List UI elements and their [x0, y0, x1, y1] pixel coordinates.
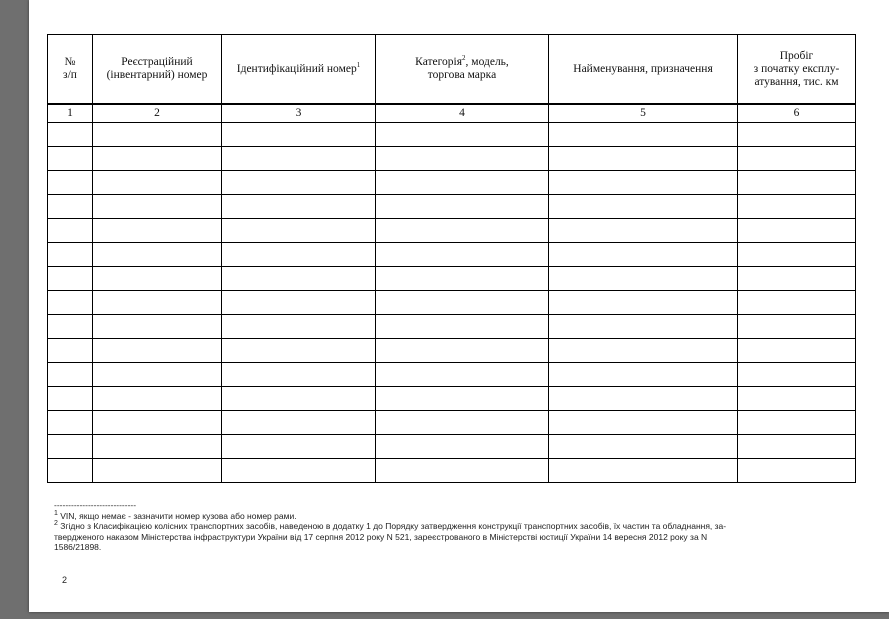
table-cell — [222, 195, 376, 219]
table-cell — [222, 219, 376, 243]
table-cell — [222, 411, 376, 435]
table-row — [48, 195, 856, 219]
table-cell — [738, 267, 856, 291]
table-cell — [549, 267, 738, 291]
table-row — [48, 339, 856, 363]
footnote-1: $^1$ VIN, якщо немає - зазначити номер кузова або номер рами. — [54, 509, 297, 521]
table-cell — [738, 459, 856, 483]
table-header-row — [48, 35, 856, 105]
table-cell — [222, 291, 376, 315]
table-cell — [376, 171, 549, 195]
table-cell — [549, 219, 738, 243]
table-cell — [738, 147, 856, 171]
table-cell — [222, 123, 376, 147]
table-cell — [93, 219, 222, 243]
column-number: 1 — [48, 104, 93, 123]
table-cell — [549, 459, 738, 483]
table-cell — [549, 243, 738, 267]
table-cell — [376, 315, 549, 339]
table-cell — [738, 363, 856, 387]
table-row — [48, 267, 856, 291]
table-cell — [93, 363, 222, 387]
table-cell — [48, 267, 93, 291]
header-registration-number: Реєстраційний (інвентарний) номер — [93, 35, 222, 105]
table-cell — [93, 387, 222, 411]
table-cell — [93, 171, 222, 195]
table-cell — [48, 123, 93, 147]
table-cell — [738, 387, 856, 411]
footnote-separator: ----------------------------- — [54, 500, 137, 510]
table-cell — [48, 411, 93, 435]
table-cell — [222, 267, 376, 291]
table-row — [48, 387, 856, 411]
table-cell — [738, 219, 856, 243]
table-cell — [738, 411, 856, 435]
table-cell — [549, 435, 738, 459]
table-cell — [93, 243, 222, 267]
table-cell — [738, 291, 856, 315]
table-cell — [549, 147, 738, 171]
table-cell — [222, 363, 376, 387]
table-cell — [376, 435, 549, 459]
table-cell — [48, 363, 93, 387]
table-cell — [376, 363, 549, 387]
table-cell — [549, 411, 738, 435]
table-cell — [222, 387, 376, 411]
table-cell — [738, 243, 856, 267]
table-cell — [222, 459, 376, 483]
table-cell — [738, 339, 856, 363]
table-cell — [93, 459, 222, 483]
column-number-row — [48, 104, 856, 123]
table-cell — [738, 315, 856, 339]
table-cell — [222, 339, 376, 363]
table-row — [48, 363, 856, 387]
column-number: 4 — [376, 104, 549, 123]
table-cell — [93, 195, 222, 219]
table-cell — [376, 147, 549, 171]
table-cell — [222, 171, 376, 195]
table-row — [48, 291, 856, 315]
table-cell — [376, 123, 549, 147]
table-cell — [549, 363, 738, 387]
footnote-2: $^2$ Згідно з Класифікацією колісних транспортних засобів, наведеною в додатку 1 до Порядку затвердження конструкції транспортних засобів, їх частин та обладнання, за- твердженого наказом Міністерства інфраструктури України від 17 серпня 2012 року N 521, зареєстрованого в Міністерстві юстиції України 14 вересня 2012 року за N 1586/21898. — [54, 520, 727, 552]
table-cell — [48, 195, 93, 219]
table-cell — [93, 435, 222, 459]
table-body — [48, 123, 856, 483]
table-row — [48, 171, 856, 195]
footnotes — [54, 500, 834, 553]
table-cell — [376, 219, 549, 243]
table-cell — [222, 315, 376, 339]
header-number: № з/п — [48, 35, 93, 105]
table-row — [48, 243, 856, 267]
table-cell — [93, 267, 222, 291]
column-number: 2 — [93, 104, 222, 123]
document-page — [29, 0, 889, 612]
table-cell — [549, 195, 738, 219]
table-cell — [549, 291, 738, 315]
table-row — [48, 219, 856, 243]
table-cell — [738, 123, 856, 147]
table-cell — [48, 435, 93, 459]
table-cell — [48, 459, 93, 483]
table-cell — [93, 411, 222, 435]
table-cell — [48, 291, 93, 315]
table-cell — [222, 435, 376, 459]
table-cell — [376, 195, 549, 219]
table-cell — [376, 339, 549, 363]
table-cell — [93, 123, 222, 147]
table-cell — [376, 411, 549, 435]
table-cell — [48, 219, 93, 243]
table-cell — [376, 459, 549, 483]
table-row — [48, 435, 856, 459]
table-cell — [222, 243, 376, 267]
table-row — [48, 411, 856, 435]
table-cell — [48, 339, 93, 363]
table-cell — [48, 147, 93, 171]
column-number: 6 — [738, 104, 856, 123]
table-cell — [376, 243, 549, 267]
table-cell — [549, 171, 738, 195]
table-cell — [93, 339, 222, 363]
table-cell — [48, 315, 93, 339]
table-cell — [549, 123, 738, 147]
table-cell — [738, 195, 856, 219]
table-cell — [738, 171, 856, 195]
table-cell — [376, 387, 549, 411]
header-mileage: Пробіг з початку експлу- атування, тис. км — [738, 35, 856, 105]
page-number: 2 — [62, 575, 68, 585]
table-cell — [738, 435, 856, 459]
table-cell — [48, 387, 93, 411]
header-identification-number: Ідентифікаційний номер$^1$ — [222, 35, 376, 105]
table-cell — [93, 147, 222, 171]
table-cell — [93, 291, 222, 315]
header-category-model-brand: Категорія$^2$, модель, торгова марка — [376, 35, 549, 105]
table-cell — [376, 267, 549, 291]
table-cell — [93, 315, 222, 339]
table-cell — [48, 171, 93, 195]
table-cell — [376, 291, 549, 315]
table-cell — [549, 315, 738, 339]
vehicle-register-table — [47, 34, 856, 483]
table-row — [48, 147, 856, 171]
table-row — [48, 315, 856, 339]
table-row — [48, 459, 856, 483]
table-cell — [549, 339, 738, 363]
table-row — [48, 123, 856, 147]
column-number: 5 — [549, 104, 738, 123]
table-cell — [549, 387, 738, 411]
table-cell — [222, 147, 376, 171]
header-name-purpose: Найменування, призначення — [549, 35, 738, 105]
table-cell — [48, 243, 93, 267]
column-number: 3 — [222, 104, 376, 123]
